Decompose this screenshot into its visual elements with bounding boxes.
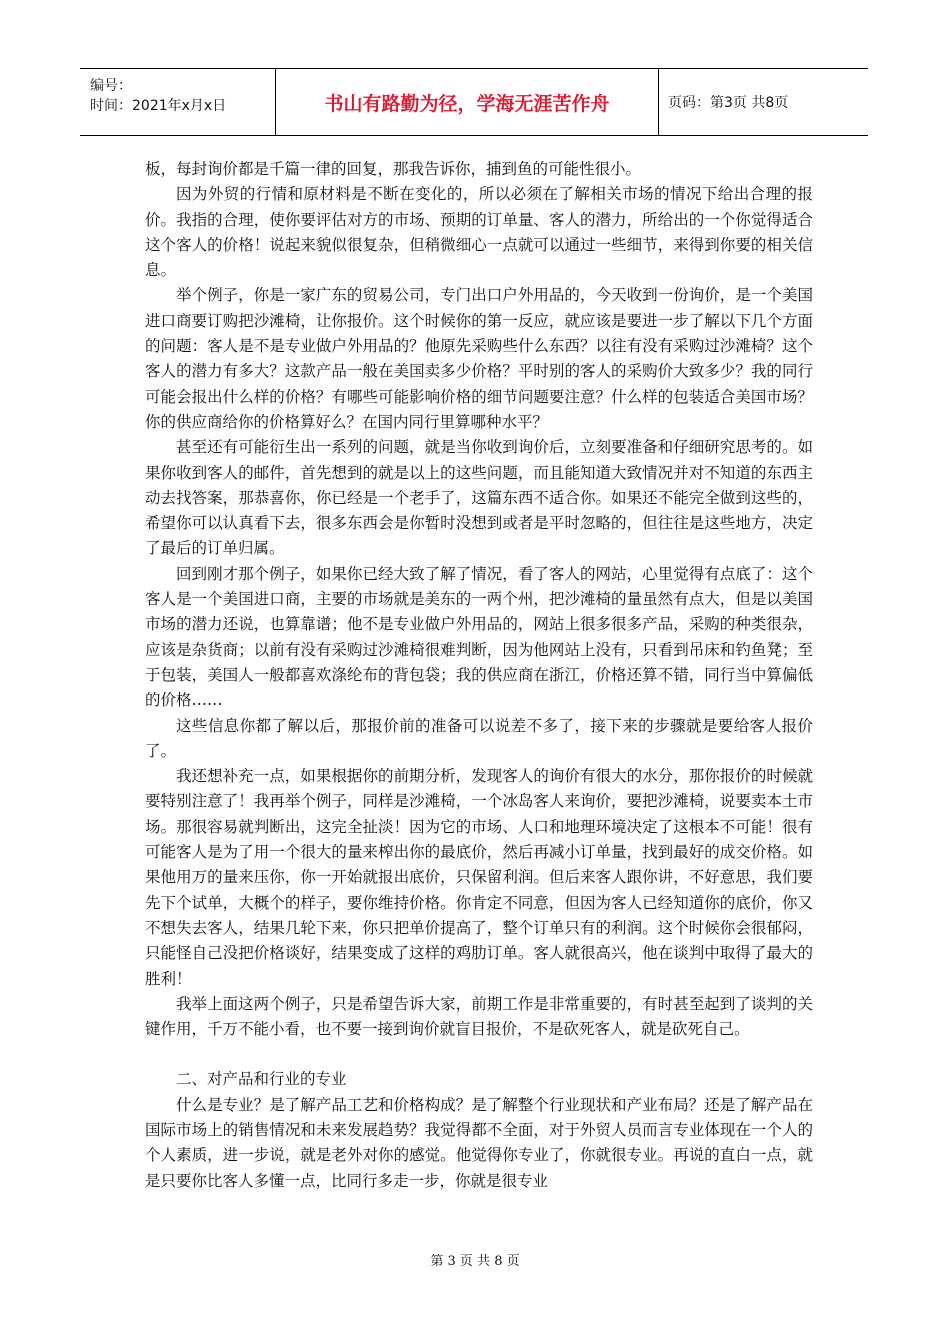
paragraph: 因为外贸的行情和原材料是不断在变化的，所以必须在了解相关市场的情况下给出合理的报价。我指的合理，使你要评估对方的市场、预期的订单量、客人的潜力，所给出的一个你觉得适合这个客人的价格！说起来貌似很复杂，但稍微细心一点就可以通过一些细节，来得到你要的相关信息。 <box>145 185 813 280</box>
paragraph: 举个例子，你是一家广东的贸易公司，专门出口户外用品的，今天收到一份询价，是一个美国进口商要订购把沙滩椅，让你报价。这个时候你的第一反应，就应该是要进一步了解以下几个方面的问题：客人是不是专业做户外用品的？他原先采购些什么东西？以往有没有采购过沙滩椅？这个客人的潜力有多大？这款产品一般在美国卖多少价格？平时别的客人的采购价大致多少？我的同行可能会报出什么样的价格？有哪些可能影响价格的细节问题要注意？什么样的包装适合美国市场？你的供应商给你的价格算好么？在国内同行里算哪种水平？ <box>145 286 813 431</box>
page-header <box>80 68 868 136</box>
header-page-info: 页码：第3页 共8页 <box>668 95 789 111</box>
header-meta <box>80 69 275 135</box>
paragraph: 我举上面这两个例子，只是希望告诉大家，前期工作是非常重要的，有时甚至起到了谈判的关键作用，千万不能小看，也不要一接到询价就盲目报价，不是砍死客人，就是砍死自己。 <box>145 994 813 1039</box>
page-footer: 第 3 页 共 8 页 <box>430 1254 520 1269</box>
paragraph: 这些信息你都了解以后，那报价前的准备可以说差不多了，接下来的步骤就是要给客人报价了。 <box>145 716 813 760</box>
header-motto: 书山有路勤为径，学海无涯苦作舟 <box>275 69 659 135</box>
paragraph: 甚至还有可能衍生出一系列的问题，就是当你收到询价后，立刻要准备和仔细研究思考的。如果你收到客人的邮件，首先想到的就是以上的这些问题，而且能知道大致情况并对不知道的东西主动去找答案，那恭喜你，你已经是一个老手了，这篇东西不适合你。如果还不能完全做到这些的，希望你可以认真看下去，很多东西会是你暂时没想到或者是平时忽略的，但往往是这些地方，决定了最后的订单归属。 <box>145 438 813 558</box>
paragraph: 回到刚才那个例子，如果你已经大致了解了情况，看了客人的网站，心里觉得有点底了：这个客人是一个美国进口商，主要的市场就是美东的一两个州，把沙滩椅的量虽然有点大，但是以美国市场的潜力还说，也算靠谱；他不是专业做户外用品的，网站上很多很多产品，采购的种类很杂，应该是杂货商；以前有没有采购过沙滩椅很难判断，因为他网站上没有，只看到吊床和钓鱼凳；至于包装，美国人一般都喜欢涤纶布的背包袋；我的供应商在浙江，价格还算不错，同行当中算偏低的价格…… <box>145 564 813 710</box>
document-number-label: 编号： <box>90 78 132 94</box>
paragraph: 板，每封询价都是千篇一律的回复，那我告诉你，捕到鱼的可能性很小。 <box>145 160 642 178</box>
document-date: 时间：2021年x月x日 <box>90 98 227 114</box>
document-body <box>145 157 813 1194</box>
section-heading: 二、对产品和行业的专业 <box>176 1070 347 1089</box>
paragraph: 我还想补充一点，如果根据你的前期分析，发现客人的询价有很大的水分，那你报价的时候就要特别注意了！我再举个例子，同样是沙滩椅，一个冰岛客人来询价，要把沙滩椅，说要卖本土市场。那很容易就判断出，这完全扯淡！因为它的市场、人口和地理环境决定了这根本不可能！很有可能客人是为了用一个很大的量来榨出你的最底价，然后再减小订单量，找到最好的成交价格。如果他用万的量来压你，你一开始就报出底价，只保留利润。但后来客人跟你讲，不好意思，我们要先下个试单，大概个的样子，要你维持价格。你肯定不同意，但因为客人已经知道你的底价，你又不想失去客人，结果几轮下来，你只把单价提高了，整个订单只有的利润。这个时候你会很郁闷，只能怪自己没把价格谈好，结果变成了这样的鸡肋订单。客人就很高兴，他在谈判中取得了最大的胜利！ <box>145 767 813 988</box>
paragraph: 什么是专业？是了解产品工艺和价格构成？是了解整个行业现状和产业布局？还是了解产品在国际市场上的销售情况和未来发展趋势？我觉得都不全面，对于外贸人员而言专业体现在一个人的个人素质，进一步说，就是老外对你的感觉。他觉得你专业了，你就很专业。再说的直白一点，就是只要你比客人多懂一点，比同行多走一步，你就是很专业 <box>145 1095 813 1190</box>
